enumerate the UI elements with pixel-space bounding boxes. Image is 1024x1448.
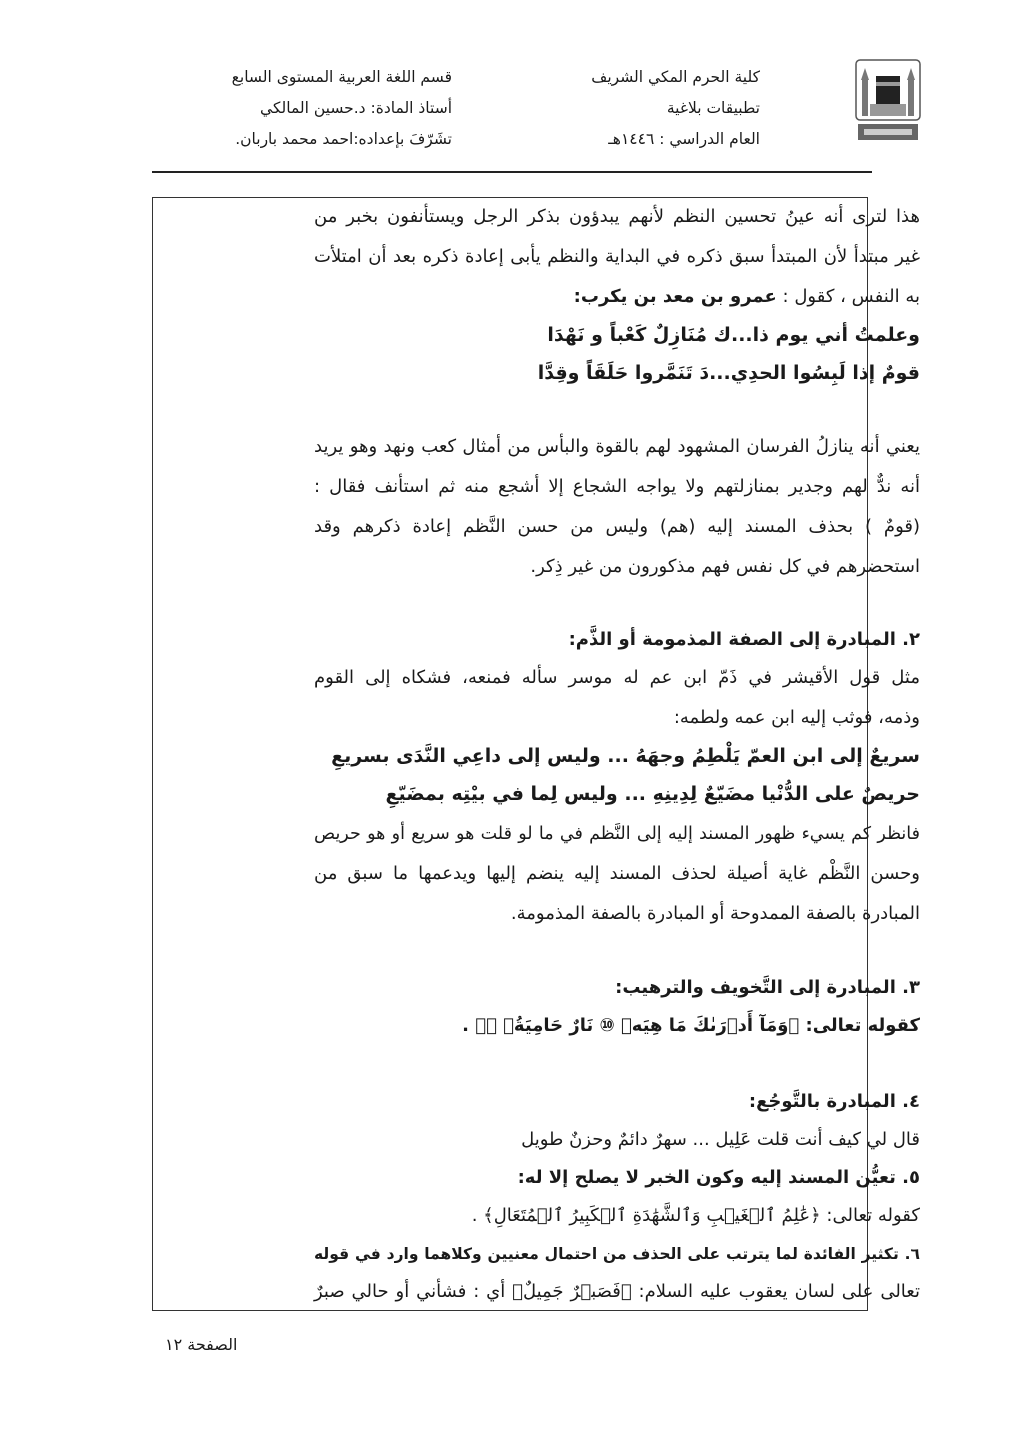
paragraph-line: استحضرهم في كل نفس فهم مذكورون من غير ذِكر. xyxy=(530,556,920,577)
paragraph-line: مثل قول الأقيشر في ذَمّ ابن عم له موسر سأله فمنعه، فشكاه إلى القوم xyxy=(314,667,920,688)
course-name: تطبيقات بلاغية xyxy=(666,99,760,117)
section-number: ٣. xyxy=(902,977,920,998)
section-number: ٤. xyxy=(902,1091,920,1112)
page-header xyxy=(152,52,872,162)
verse-line: سريعٌ إلى ابن العمّ يَلْطِمُ وجهَهُ ... وليس إلى داعِي النَّدَى بسريعِ xyxy=(331,745,920,767)
instructor-name: أستاذ المادة: د.حسين المالكي xyxy=(260,99,452,117)
poet-name: عمرو بن معد بن يكرب: xyxy=(573,286,777,307)
section-number: ٥. xyxy=(902,1167,920,1188)
verse-line: قال لي كيف أنت قلت عَلِيل ... سهرٌ دائمٌ وحزنٌ طويل xyxy=(521,1129,920,1150)
paragraph-line: غير مبتدأ لأن المبتدأ سبق ذكره في البداية والنظم يأبى إعادة ذكره بعد أن امتلأت xyxy=(314,246,920,267)
section-heading xyxy=(314,1234,920,1274)
paragraph-line: تعالى على لسان يعقوب عليه السلام: ﴿فَصَبۡرٌ جَمِيلٌ﴾ أي : فشأني أو حالي صبرٌ xyxy=(314,1281,920,1302)
intro-text: به النفس ، كقول : xyxy=(782,286,920,307)
section-heading xyxy=(314,968,920,1008)
paragraph-line: وحسن النَّظْم غاية أصيلة لحذف المسند إليه ينضم إليها ويدعمها ما سبق من xyxy=(314,863,920,884)
header-divider xyxy=(152,171,872,173)
page-number: الصفحة ١٢ xyxy=(165,1335,238,1354)
paragraph-line: المبادرة بالصفة الممدوحة أو المبادرة بالصفة المذمومة. xyxy=(510,903,920,924)
quran-verse-line: كقوله تعالى: ﴿وَمَآ أَدۡرَىٰكَ مَا هِيَهۡ ⑩ نَارٌ حَامِيَةُۢ ⑪﴾ . xyxy=(462,1015,920,1036)
section-number: ٦. xyxy=(904,1245,920,1263)
section-title: المبادرة بالتَّوجُع: xyxy=(748,1091,896,1112)
section-title: تعيُّن المسند إليه وكون الخبر لا يصلح إلا له: xyxy=(517,1167,896,1188)
department-level: قسم اللغة العربية المستوى السابع xyxy=(231,68,452,86)
college-name: كلية الحرم المكي الشريف xyxy=(591,68,760,86)
section-title: تكثير الفائدة لما يترتب على الحذف من احتمال معنيين وكلاهما وارد في قوله xyxy=(314,1245,899,1263)
paragraph-line: يعني أنه ينازلُ الفرسان المشهود لهم بالقوة والبأس من أمثال كعب ونهد وهو يريد xyxy=(314,436,920,457)
prepared-by: تشَرّفَ بإعداده:احمد محمد باربان. xyxy=(235,130,452,148)
paragraph-line: أنه ندٌّ لهم وجدير بمنازلتهم ولا يواجه الشجاع إلا أشجع منه ثم استأنف فقال : xyxy=(314,476,920,497)
paragraph-line: (قومٌ ) بحذف المسند إليه (هم) وليس من حسن النَّظم إعادة ذكرهم وقد xyxy=(314,516,920,537)
verse-line: وعلمتُ أني يوم ذا...ك مُنَازِلٌ كَعْباً و نَهْدَا xyxy=(547,324,920,346)
academic-year: العام الدراسي : ١٤٤٦هـ xyxy=(608,130,760,148)
paragraph-line xyxy=(314,277,920,317)
section-heading xyxy=(314,620,920,660)
kaaba-logo-icon xyxy=(854,58,922,150)
section-title: المبادرة إلى الصفة المذمومة أو الذَّم: xyxy=(568,629,896,650)
paragraph-line: هذا لترى أنه عينُ تحسين النظم لأنهم يبدؤون بذكر الرجل ويستأنفون بخبر من xyxy=(314,206,920,227)
section-heading xyxy=(314,1158,920,1198)
quran-verse-line: كقوله تعالى: ﴿عَٰلِمُ ٱلۡغَيۡبِ وَٱلشَّهَٰدَةِ ٱلۡكَبِيرُ ٱلۡمُتَعَالِ﴾ . xyxy=(471,1205,920,1226)
section-heading xyxy=(314,1082,920,1122)
header-department-info xyxy=(232,62,452,155)
paragraph-line: فانظر كم يسيء ظهور المسند إليه إلى النَّظم في ما لو قلت هو سريع أو هو حريص xyxy=(314,824,920,844)
verse-line: قومٌ إذا لَبِسُوا الحدِي...دَ تَنَمَّروا حَلَقَاً وقِدَّا xyxy=(537,362,920,384)
verse-line: حريصٌ على الدُّنْيا مضَيّعٌ لِدِينِهِ ... وليس لِما في بيْتِه بمضَيّعِ xyxy=(385,783,920,805)
header-college-info xyxy=(591,62,760,155)
paragraph-line: وذمه، فوثب إليه ابن عمه ولطمه: xyxy=(673,707,920,728)
section-number: ٢. xyxy=(902,629,920,650)
section-title: المبادرة إلى التَّخويف والترهيب: xyxy=(615,977,896,998)
